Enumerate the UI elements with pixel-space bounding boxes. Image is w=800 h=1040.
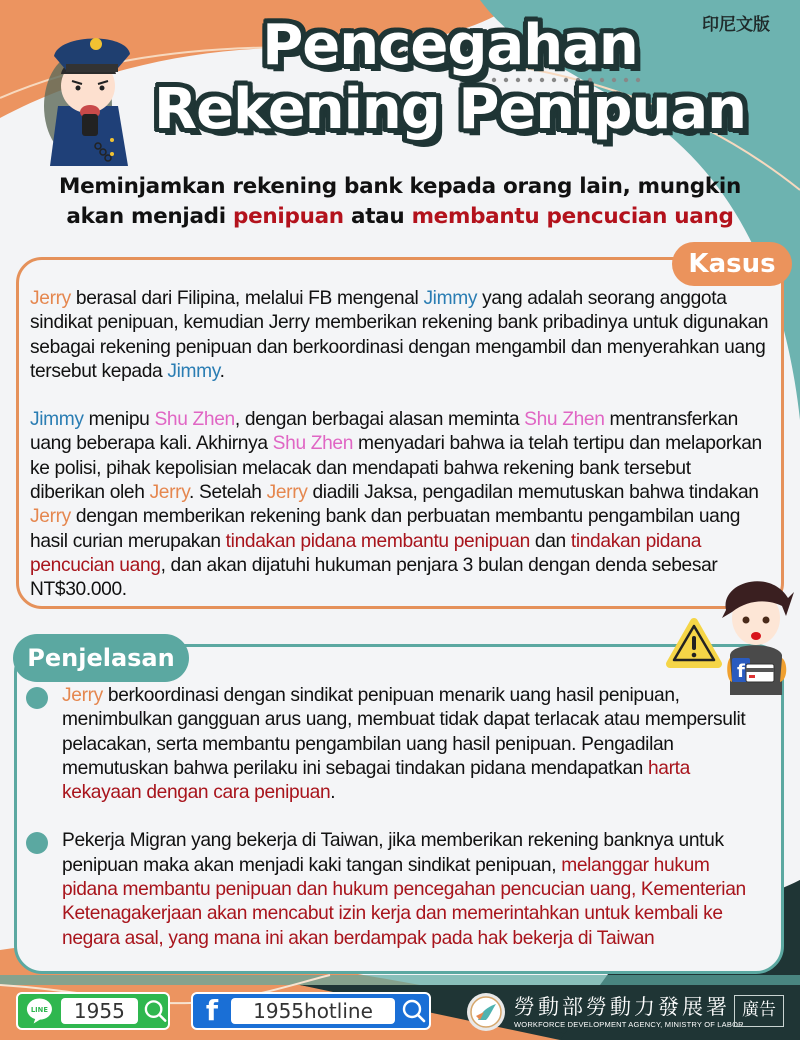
page-title <box>150 14 750 142</box>
advertisement-label: 廣告 <box>734 995 784 1027</box>
agency-logo-icon <box>466 992 506 1032</box>
line-id-field: 1955 <box>61 998 138 1024</box>
case-paragraph-2: Jimmy menipu Shu Zhen, dengan berbagai alasan meminta Shu Zhen mentransferkan uang beberapa kali. Akhirnya Shu Zhen menyadari bahwa ia telah tertipu dan melaporkan ke polisi, pihak kepolisian melacak dan mendapati bahwa rekening bank tersebut diberikan oleh Jerry. Setelah Jerry diadili Jaksa, pengadilan memutuskan bahwa tindakan Jerry dengan memberikan rekening bank dan perbuatan membantu pengambilan uang hasil curian merupakan tindakan pidana membantu penipuan dan tindakan pidana pencucian uang, dan akan dijatuhi hukuman penjara 3 bulan dengan denda sebesar NT$30.000. <box>30 409 762 601</box>
search-icon[interactable] <box>401 998 427 1024</box>
title-line-1: Pencegahan <box>262 13 638 78</box>
case-label: Kasus <box>672 242 792 286</box>
agency-branding <box>466 989 744 1035</box>
facebook-id-field: 1955hotline <box>231 998 395 1024</box>
svg-text:f: f <box>737 661 745 682</box>
language-tag: 印尼文版 <box>702 15 770 35</box>
search-icon[interactable] <box>143 998 168 1024</box>
police-officer-illustration <box>36 26 146 166</box>
list-item: Jerry berkoordinasi dengan sindikat penipuan menarik uang hasil penipuan, menimbulkan gangguan arus uang, membuat tidak dapat terlacak atau mempersulit pelacakan, serta membantu pengambilan uang hasil penipuan. Pengadilan memutuskan bahwa perilaku ini sebagai tindakan pidana mendapatkan harta kekayaan dengan cara penipuan. <box>24 684 764 805</box>
facebook-logo-icon: f <box>205 994 219 1027</box>
case-text <box>30 287 770 603</box>
agency-name-chinese: 勞動部勞動力發展署 <box>514 995 730 1019</box>
agency-name-english: WORKFORCE DEVELOPMENT AGENCY, MINISTRY OF LABOR <box>514 1020 744 1029</box>
bullet-dot-icon <box>26 687 48 709</box>
svg-text:LINE: LINE <box>30 1005 48 1014</box>
highlight-fraud: penipuan <box>233 204 344 229</box>
worker-illustration <box>660 570 800 700</box>
case-paragraph-1: Jerry berasal dari Filipina, melalui FB mengenal Jimmy yang adalah seorang anggota sindikat penipuan, kemudian Jerry memberikan rekening bank pribadinya untuk digunakan sebagai rekening penipuan dan berkoordinasi dengan mengambil dan menyerahkan uang tersebut kepada Jimmy. <box>30 288 769 382</box>
explanation-label: Penjelasan <box>13 634 189 682</box>
warning-icon <box>670 622 718 664</box>
footer <box>0 985 800 1040</box>
line-search-badge[interactable] <box>16 992 170 1030</box>
facebook-search-badge[interactable] <box>191 992 431 1030</box>
highlight-money-laundering: membantu pencucian uang <box>411 204 734 229</box>
line-logo-icon <box>24 996 57 1026</box>
subtitle: Meminjamkan rekening bank kepada orang lain, mungkin akan menjadi penipuan atau membantu pencucian uang <box>59 174 741 229</box>
title-line-2: Rekening Penipuan <box>153 77 747 142</box>
explanation-list <box>24 684 764 951</box>
list-item: Pekerja Migran yang bekerja di Taiwan, jika memberikan rekening banknya untuk penipuan maka akan menjadi kaki tangan sindikat penipuan, melanggar hukum pidana membantu penipuan dan hukum pencegahan pencucian uang, Kementerian Ketenagakerjaan akan mencabut izin kerja dan memerintahkan untuk kembali ke negara asal, yang mana ini akan berdampak pada hak bekerja di Taiwan <box>24 829 764 950</box>
bullet-dot-icon <box>26 832 48 854</box>
